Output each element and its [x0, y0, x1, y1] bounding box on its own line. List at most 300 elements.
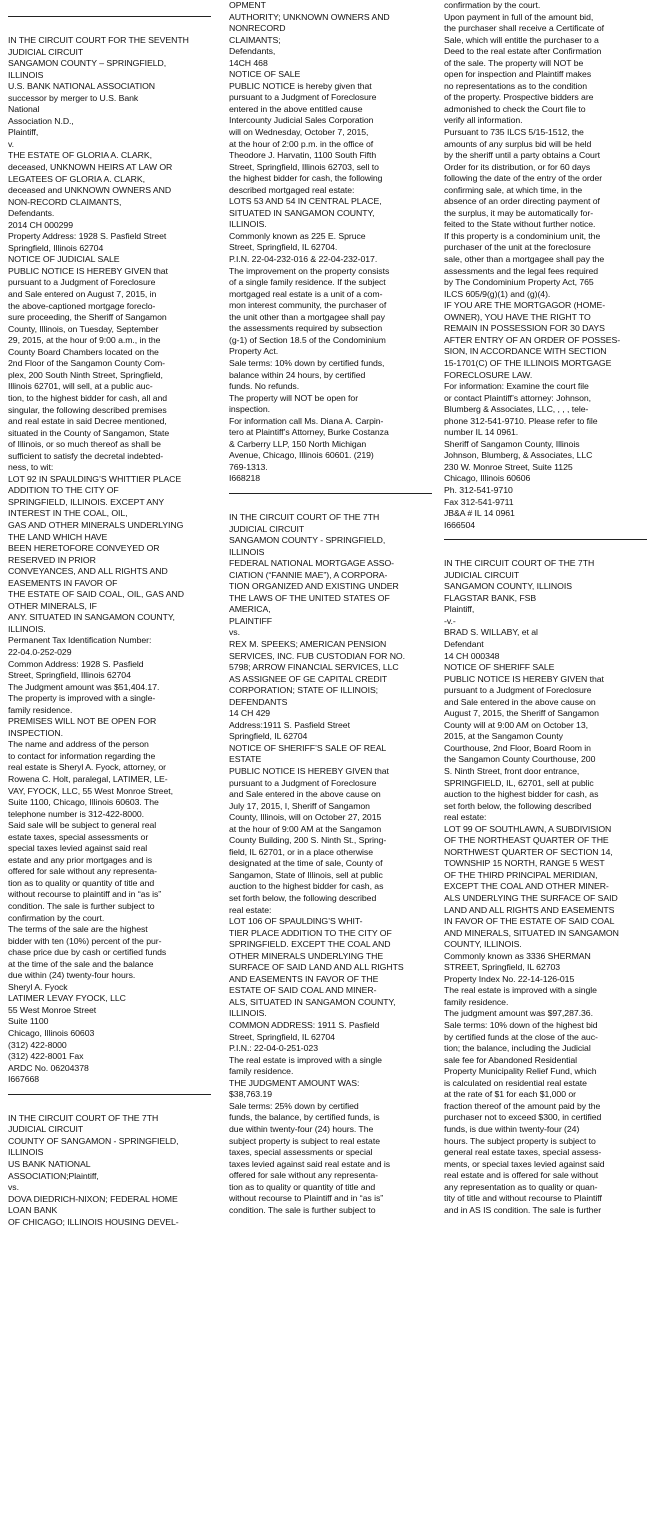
notice-line: singular, the following described premises — [8, 404, 167, 415]
notice-line: Sheriff of Sangamon County, Illinois — [444, 438, 580, 449]
legal-notice — [444, 558, 647, 1216]
notice-line: 230 W. Monroe Street, Suite 1125 — [444, 461, 573, 472]
notice-line: VAY, FYOCK, LLC, 55 West Monroe Street, — [8, 785, 173, 796]
notice-line: Blumberg & Associates, LLC, , , , tele- — [444, 404, 589, 415]
notice-line: Permanent Tax Identification Number: — [8, 635, 152, 646]
notice-line: tion; the balance, including the Judicial — [444, 1043, 591, 1054]
notice-line: condition. The sale is further subject to — [229, 1204, 376, 1215]
notice-line: offered for sale without any representa- — [8, 866, 157, 877]
notice-line: without recourse to Plaintiff and in “as is” — [229, 1193, 384, 1204]
notice-line: EASEMENTS IN FAVOR OF — [8, 577, 118, 588]
column-2 — [229, 0, 432, 1527]
notice-line: ASSOCIATION;Plaintiff, — [8, 1170, 99, 1181]
notice-line: JUDICIAL CIRCUIT — [229, 523, 305, 534]
notice-line: pursuant to a Judgment of Foreclosure — [229, 92, 377, 103]
notice-line: no representations as to the condition — [444, 80, 587, 91]
notice-line: REMAIN IN POSSESSION FOR 30 DAYS — [444, 323, 605, 334]
notice-line: AFTER ENTRY OF AN ORDER OF POSSES- — [444, 334, 621, 345]
notice-line: U.S. BANK NATIONAL ASSOCIATION — [8, 81, 156, 92]
notice-line: (g-1) of Section 18.5 of the Condominium — [229, 334, 386, 345]
notice-line: estate and any prior mortgages and is — [8, 854, 152, 865]
notice-line: any representation as to quality or quan- — [444, 1181, 598, 1192]
notice-line: The property will NOT be open for — [229, 392, 359, 403]
notice-line: Intercounty Judicial Sales Corporation — [229, 115, 374, 126]
notice-line: mortgaged real estate is a unit of a com- — [229, 288, 383, 299]
notice-line: Property Address: 1928 S. Pasfield Street — [8, 231, 167, 242]
notice-line: field, IL 62701, or in a place otherwise — [229, 846, 374, 857]
notice-line: ESTATE OF SAID COAL AND MINER- — [229, 985, 377, 996]
notice-line: Springfield, IL 62704 — [229, 731, 308, 742]
notice-line: auction to the highest bidder for cash, as — [229, 881, 384, 892]
notice-line: funds, the balance, by certified funds, is — [229, 1112, 380, 1123]
notice-line: NONRECORD — [229, 23, 286, 34]
notice-line: Defendant — [444, 638, 484, 649]
notice-line: August 7, 2015, the Sheriff of Sangamon — [444, 708, 599, 719]
notice-line: vs. — [8, 1182, 19, 1193]
notice-line: tity of title and without recourse to Plaintiff — [444, 1193, 602, 1204]
notice-line: and real estate in said Decree mentioned, — [8, 416, 167, 427]
notice-line: PUBLIC NOTICE is hereby given that — [229, 80, 372, 91]
notice-line: THE ESTATE OF GLORIA A. CLARK, — [8, 150, 152, 161]
notice-line: Chicago, Illinois 60603 — [8, 1028, 95, 1039]
notice-line: THE LAND WHICH HAVE — [8, 531, 108, 542]
notice-line: NORTHWEST QUARTER OF SECTION 14, — [444, 846, 613, 857]
notice-line: Pursuant to 735 ILCS 5/15-1512, the — [444, 127, 584, 138]
legal-notice — [229, 512, 432, 1216]
notice-line: 14 CH 000348 — [444, 650, 500, 661]
notice-line: to contact for information regarding the — [8, 750, 156, 761]
notice-line: SANGAMON COUNTY – SPRINGFIELD, — [8, 58, 167, 69]
notice-line: ALS, SITUATED IN SANGAMON COUNTY, — [229, 996, 396, 1007]
notice-line: I666504 — [444, 519, 476, 530]
notice-line: CORPORATION; STATE OF ILLINOIS; — [229, 685, 379, 696]
notice-line: (312) 422-8000 — [8, 1039, 67, 1050]
notice-line: P.I.N. 22-04-232-016 & 22-04-232-017. — [229, 254, 378, 265]
notice-line: plex, 200 South Ninth Street, Springfield, — [8, 369, 163, 380]
notice-line: of Illinois, or so much thereof as shall be — [8, 439, 161, 450]
notice-line: CIATION (“FANNIE MAE”), A CORPORA- — [229, 569, 388, 580]
notice-line: 29, 2015, at the hour of 9:00 a.m., in the — [8, 335, 161, 346]
notice-line: the unit other than a mortgagee shall pay — [229, 311, 385, 322]
notice-line: County, Illinois, on Tuesday, September — [8, 323, 159, 334]
notice-line: OTHER MINERALS UNDERLYING THE — [229, 950, 384, 961]
notice-line: at the rate of $1 for each $1,000 or — [444, 1089, 576, 1100]
notice-line: The judgment amount was $97,287.36. — [444, 1008, 593, 1019]
notice-line: OF THE THIRD PRINCIPAL MERIDIAN, — [444, 869, 598, 880]
notice-line: ILLINOIS. — [229, 219, 267, 230]
notice-line: SPRINGFIELD. EXCEPT THE COAL AND — [229, 939, 391, 950]
notice-line: The real estate is improved with a single — [444, 985, 597, 996]
notice-line: 5798; ARROW FINANCIAL SERVICES, LLC — [229, 662, 399, 673]
notice-line: pursuant to a Judgment of Foreclosure — [8, 277, 156, 288]
notice-line: inspection. — [229, 404, 270, 415]
notice-line: INTEREST IN THE COAL, OIL, — [8, 508, 128, 519]
notice-line: number IL 14 0961. — [444, 427, 519, 438]
notice-line: LAND AND ALL RIGHTS AND EASEMENTS — [444, 904, 615, 915]
notice-line: bidder with ten (10%) percent of the pur- — [8, 935, 162, 946]
notice-divider — [8, 16, 211, 17]
notice-line: LOT 106 OF SPAULDING’S WHIT- — [229, 916, 363, 927]
notice-line: real estate is Sheryl A. Fyock, attorney, or — [8, 762, 166, 773]
notice-line: the purchaser shall receive a Certificate of — [444, 23, 605, 34]
notice-line: OWNER), YOU HAVE THE RIGHT TO — [444, 311, 591, 322]
notice-line: The name and address of the person — [8, 739, 149, 750]
notice-line: Street, Springfield, Illinois 62703, sell to — [229, 161, 379, 172]
notice-line: by certified funds at the close of the auc- — [444, 1031, 598, 1042]
notice-line: JUDICIAL CIRCUIT — [8, 1124, 84, 1135]
notice-line: confirmation by the court. — [444, 0, 541, 10]
notice-line: GAS AND OTHER MINERALS UNDERLYING — [8, 519, 184, 530]
notice-line: due within (24) twenty-four hours. — [8, 970, 136, 981]
column-1 — [8, 0, 211, 1527]
notice-line: due within twenty-four (24) hours. The — [229, 1123, 374, 1134]
notice-line: Commonly known as 3336 SHERMAN — [444, 950, 591, 961]
notice-line: Property Index No. 22-14-126-015 — [444, 973, 575, 984]
notice-line: PLAINTIFF — [229, 615, 272, 626]
notice-line: Street, Springfield, IL 62704. — [229, 242, 338, 253]
notice-line: Defendants, — [229, 46, 276, 57]
notice-line: by The Condominium Property Act, 765 — [444, 277, 594, 288]
notice-line: Upon payment in full of the amount bid, — [444, 11, 594, 22]
notice-line: COUNTY, ILLINOIS. — [444, 939, 522, 950]
notice-line: & Carberry LLP, 150 North Michigan — [229, 438, 367, 449]
notice-line: Plaintiff, — [444, 604, 475, 615]
notice-line: Suite 1100 — [8, 1016, 49, 1027]
notice-line: OPMENT — [229, 0, 266, 10]
notice-line: Theodore J. Harvatin, 1100 South Fifth — [229, 150, 377, 161]
notice-line: ness, to wit: — [8, 462, 54, 473]
notice-line: RESERVED IN PRIOR — [8, 554, 96, 565]
notice-line: successor by merger to U.S. Bank — [8, 92, 139, 103]
notice-line: confirming sale, at which time, in the — [444, 184, 583, 195]
notice-line: verify all information. — [444, 115, 523, 126]
notice-line: NOTICE OF SHERIFF’S SALE OF REAL — [229, 742, 387, 753]
notice-line: PUBLIC NOTICE IS HEREBY GIVEN that — [8, 265, 168, 276]
notice-line: and Sale entered in the above cause on — [229, 789, 381, 800]
notice-line: absence of an order directing payment of — [444, 196, 600, 207]
notice-line: situated in the County of Sangamon, State — [8, 427, 170, 438]
notice-line: real estate: — [444, 812, 487, 823]
notice-line: INSPECTION. — [8, 727, 63, 738]
notice-line: Chicago, Illinois 60606 — [444, 473, 531, 484]
notice-line: 769-1313. — [229, 461, 268, 472]
notice-line: tero at Plaintiff’s Attorney, Burke Costanza — [229, 427, 389, 438]
notice-line: Order for its distribution, or for 60 days — [444, 161, 591, 172]
notice-line: at the time of the sale and the balance — [8, 958, 154, 969]
notice-line: JUDICIAL CIRCUIT — [8, 46, 84, 57]
notice-line: STREET, Springfield, IL 62703 — [444, 962, 561, 973]
notice-line: PUBLIC NOTICE IS HEREBY GIVEN that — [444, 673, 604, 684]
notice-line: Street, Springfield, IL 62704 — [229, 1031, 335, 1042]
notice-line: IF YOU ARE THE MORTGAGOR (HOME- — [444, 300, 606, 311]
notice-line: SPRINGFIELD, IL, 62701, sell at public — [444, 777, 594, 788]
notice-line: funds. No refunds. — [229, 381, 300, 392]
notice-line: LOTS 53 AND 54 IN CENTRAL PLACE, — [229, 196, 382, 207]
notice-divider — [444, 539, 647, 540]
notice-line: EXCEPT THE COAL AND OTHER MINER- — [444, 881, 609, 892]
notice-line: set forth below, the following described — [444, 800, 592, 811]
notice-line: Illinois 62701, will sell, at a public auc- — [8, 381, 153, 392]
notice-line: Courthouse, 2nd Floor, Board Room in — [444, 742, 591, 753]
notice-line: (312) 422-8001 Fax — [8, 1051, 84, 1062]
notice-line: ments, or special taxes levied against said — [444, 1158, 605, 1169]
notice-line: the Sangamon County Courthouse, 200 — [444, 754, 596, 765]
notice-line: estate taxes, special assessments or — [8, 831, 149, 842]
notice-line: deceased and UNKNOWN OWNERS AND — [8, 185, 172, 196]
notice-line: SANGAMON COUNTY, ILLINOIS — [444, 581, 572, 592]
notice-line: SURFACE OF SAID LAND AND ALL RIGHTS — [229, 962, 404, 973]
notice-line: FORECLOSURE LAW. — [444, 369, 533, 380]
notice-line: tion as to quality or quantity of title and — [229, 1181, 376, 1192]
notice-line: -v.- — [444, 615, 456, 626]
notice-line: TION ORGANIZED AND EXISTING UNDER — [229, 581, 399, 592]
notice-line: 2015, at the Sangamon County — [444, 731, 563, 742]
notice-line: ALS UNDERLYING THE SURFACE OF SAID — [444, 893, 618, 904]
notice-line: $38,763.19 — [229, 1089, 272, 1100]
notice-line: condition. The sale is further subject to — [8, 901, 155, 912]
notice-line: real estate: — [229, 904, 272, 915]
notice-line: DOVA DIEDRICH-NIXON; FEDERAL HOME — [8, 1193, 178, 1204]
notice-line: the assessments required by subsection — [229, 323, 383, 334]
notice-line: at the hour of 9:00 AM at the Sangamon — [229, 823, 382, 834]
notice-line: LEGATEES OF GLORIA A. CLARK, — [8, 173, 145, 184]
notice-line: Deed to the real estate after Confirmation — [444, 46, 602, 57]
notice-line: entered in the above entitled cause — [229, 103, 363, 114]
notice-line: balance within 24 hours, by certified — [229, 369, 366, 380]
notice-line: special taxes levied against said real — [8, 843, 148, 854]
notice-line: funds, is due within twenty-four (24) — [444, 1123, 580, 1134]
notice-line: tion, to the highest bidder for cash, all and — [8, 392, 168, 403]
notice-line: FEDERAL NATIONAL MORTGAGE ASSO- — [229, 558, 394, 569]
notice-line: and Sale entered in the above cause on — [444, 696, 596, 707]
notice-line: purchaser of the unit at the foreclosure — [444, 242, 591, 253]
notice-line: The improvement on the property consists — [229, 265, 390, 276]
notice-line: SANGAMON COUNTY - SPRINGFIELD, — [229, 535, 386, 546]
notice-line: AND MINERALS, SITUATED IN SANGAMON — [444, 927, 619, 938]
notice-line: the surplus, it may be automatically for- — [444, 207, 594, 218]
notice-line: mon interest community, the purchaser of — [229, 300, 387, 311]
notice-line: TIER PLACE ADDITION TO THE CITY OF — [229, 927, 392, 938]
notice-line: LOAN BANK — [8, 1205, 58, 1216]
notice-line: family residence. — [444, 996, 509, 1007]
notice-line: TOWNSHIP 15 NORTH, RANGE 5 WEST — [444, 858, 605, 869]
notice-line: OTHER MINERALS, IF — [8, 600, 97, 611]
notice-line: IN FAVOR OF THE ESTATE OF SAID COAL — [444, 916, 615, 927]
notice-line: at the hour of 2:00 p.m. in the office of — [229, 138, 374, 149]
notice-line: purchaser not to exceed $300, in certified — [444, 1112, 602, 1123]
notice-line: real estate and is offered for sale without — [444, 1170, 599, 1181]
legal-notice — [8, 35, 211, 1086]
notice-line: US BANK NATIONAL — [8, 1158, 91, 1169]
notice-line: ANY. SITUATED IN SANGAMON COUNTY, — [8, 612, 175, 623]
notice-line: or contact Plaintiff’s attorney: Johnson, — [444, 392, 592, 403]
notice-line: pursuant to a Judgment of Foreclosure — [444, 685, 592, 696]
notice-line: NOTICE OF JUDICIAL SALE — [8, 254, 120, 265]
notice-line: of the property. Prospective bidders are — [444, 92, 594, 103]
notice-line: sale fee for Abandoned Residential — [444, 1054, 578, 1065]
notice-line: ILLINOIS — [8, 1147, 44, 1158]
legal-notice — [229, 0, 432, 485]
notice-line: taxes levied against said real estate and is — [229, 1158, 391, 1169]
notice-line: FLAGSTAR BANK, FSB — [444, 592, 537, 603]
notice-line: Common Address: 1928 S. Pasfield — [8, 658, 144, 669]
notice-line: 55 West Monroe Street — [8, 1004, 97, 1015]
notice-line: S. Ninth Street, front door entrance, — [444, 766, 580, 776]
notice-line: Suite 1100, Chicago, Illinois 60603. The — [8, 797, 159, 808]
notice-line: Sale, which will entitle the purchaser to a — [444, 34, 599, 45]
notice-line: Property Act. — [229, 346, 279, 357]
notice-line: BEEN HERETOFORE CONVEYED OR — [8, 543, 160, 554]
notice-line: 15-1701(C) OF THE ILLINOIS MORTGAGE — [444, 357, 612, 368]
notice-line: 14CH 468 — [229, 57, 268, 68]
notice-line: ILLINOIS — [8, 69, 44, 80]
notice-line: AUTHORITY; UNKNOWN OWNERS AND — [229, 11, 390, 22]
notice-line: AS ASSIGNEE OF GE CAPITAL CREDIT — [229, 673, 388, 684]
notice-line: For information call Ms. Diana A. Carpin- — [229, 415, 384, 426]
notice-line: SITUATED IN SANGAMON COUNTY, — [229, 207, 375, 218]
notice-line: Sale terms: 25% down by certified — [229, 1100, 359, 1111]
notice-line: LOT 99 OF SOUTHLAWN, A SUBDIVISION — [444, 823, 612, 834]
notice-line: assessments and the legal fees required — [444, 265, 599, 276]
notice-line: 2nd Floor of the Sangamon County Com- — [8, 358, 166, 369]
notice-line: IN THE CIRCUIT COURT FOR THE SEVENTH — [8, 35, 189, 45]
notice-line: without recourse to plaintiff and in “as is” — [8, 889, 162, 900]
notice-line: Said sale will be subject to general real — [8, 820, 157, 831]
notice-line: The real estate is improved with a single — [229, 1054, 382, 1065]
notice-line: Address:1911 S. Pasfield Street — [229, 719, 350, 730]
notice-line: NOTICE OF SHERIFF SALE — [444, 662, 555, 673]
notice-line: telephone number is 312-422-8000. — [8, 808, 145, 819]
notice-line: THE JUDGMENT AMOUNT WAS: — [229, 1077, 360, 1088]
notice-line: Street, Springfield, Illinois 62704 — [8, 670, 131, 681]
notice-line: National — [8, 104, 40, 115]
notice-line: SION, IN ACCORDANCE WITH SECTION — [444, 346, 607, 357]
notice-line: COMMON ADDRESS: 1911 S. Pasfield — [229, 1020, 380, 1031]
notice-line: The Judgment amount was $51,404.17. — [8, 681, 160, 692]
notice-line: open for inspection and Plaintiff makes — [444, 69, 592, 80]
notice-line: Sale terms: 10% down by certified funds, — [229, 357, 385, 368]
notice-line: Rowena C. Holt, paralegal, LATIMER, LE- — [8, 774, 168, 784]
notice-line: NOTICE OF SALE — [229, 69, 301, 80]
notice-line: I667668 — [8, 1074, 40, 1085]
notice-line: The property is improved with a single- — [8, 693, 156, 704]
notice-line: IN THE CIRCUIT COURT OF THE 7TH — [8, 1112, 159, 1123]
notice-line: set forth below, the following described — [229, 893, 377, 904]
legal-notice — [8, 1113, 211, 1228]
notice-line: SERVICES, INC. FUB CUSTODIAN FOR NO. — [229, 650, 405, 661]
notice-line: following the date of the entry of the order — [444, 173, 603, 184]
notice-line: Defendants. — [8, 208, 55, 219]
notice-line: fraction thereof of the amount paid by the — [444, 1100, 601, 1111]
notice-line: County will at 9:00 AM on October 13, — [444, 719, 588, 730]
notice-line: PUBLIC NOTICE IS HEREBY GIVEN that — [229, 766, 389, 776]
notice-line: CONVEYANCES, AND ALL RIGHTS AND — [8, 566, 168, 577]
notice-line: pursuant to a Judgment of Foreclosure — [229, 777, 377, 788]
notice-line: July 17, 2015, I, Sheriff of Sangamon — [229, 800, 370, 811]
notice-line: NON-RECORD CLAIMANTS, — [8, 196, 122, 207]
notice-line: Commonly known as 225 E. Spruce — [229, 230, 366, 241]
notice-line: JUDICIAL CIRCUIT — [444, 569, 520, 580]
notice-line: IN THE CIRCUIT COURT OF THE 7TH — [444, 558, 595, 569]
notice-line: tion as to quality or quantity of title and — [8, 877, 155, 888]
notice-line: Johnson, Blumberg, & Associates, LLC — [444, 450, 593, 461]
notice-line: OF THE NORTHEAST QUARTER OF THE — [444, 835, 609, 846]
notice-line: Sangamon, State of Illinois, sell at public — [229, 869, 383, 880]
notice-line: subject property is subject to real estate — [229, 1135, 380, 1146]
notice-line: Property Municipality Relief Fund, which — [444, 1066, 597, 1077]
notice-line: REX M. SPEEKS; AMERICAN PENSION — [229, 638, 387, 649]
notice-line: DEFENDANTS — [229, 696, 288, 707]
notice-line: LOT 92 IN SPAULDING’S WHITTIER PLACE — [8, 473, 182, 484]
notice-divider — [8, 1094, 211, 1095]
notice-line: general real estate taxes, special assess- — [444, 1147, 602, 1158]
notice-line: ADDITION TO THE CITY OF — [8, 485, 119, 496]
notice-line: 2014 CH 000299 — [8, 219, 73, 230]
notice-line: of the sale. The property will NOT be — [444, 57, 584, 68]
notice-line: described mortgaged real estate: — [229, 184, 355, 195]
notice-line: of a single family residence. If the subject — [229, 277, 386, 288]
notice-line: is calculated on residential real estate — [444, 1077, 587, 1088]
notice-line: County, Illinois, will on October 27, 2015 — [229, 812, 382, 823]
notice-line: THE LAWS OF THE UNITED STATES OF — [229, 592, 390, 603]
notice-line: 14 CH 429 — [229, 708, 271, 719]
notice-line: SPRINGFIELD, ILLINOIS. EXCEPT ANY — [8, 496, 165, 507]
notice-line: OF CHICAGO; ILLINOIS HOUSING DEVEL- — [8, 1216, 179, 1227]
notice-line: family residence. — [229, 1066, 294, 1077]
notice-line: AND EASEMENTS IN FAVOR OF THE — [229, 973, 379, 984]
notice-line: IN THE CIRCUIT COURT OF THE 7TH — [229, 511, 380, 522]
notice-line: ILLINOIS. — [229, 1008, 267, 1019]
notice-line: admonished to check the Court file to — [444, 103, 586, 114]
notice-line: sufficient to satisfy the decretal indebted- — [8, 450, 164, 461]
notice-line: THE ESTATE OF SAID COAL, OIL, GAS AND — [8, 589, 184, 600]
notice-line: v. — [8, 138, 15, 149]
notice-line: LATIMER LEVAY FYOCK, LLC — [8, 993, 126, 1004]
notice-line: sure proceeding, the Sheriff of Sangamon — [8, 312, 167, 323]
notice-line: 22-04.0-252-029 — [8, 646, 72, 657]
notice-line: offered for sale without any representa- — [229, 1170, 378, 1181]
notice-line: will on Wednesday, October 7, 2015, — [229, 127, 369, 138]
notice-line: Avenue, Chicago, Illinois 60601. (219) — [229, 450, 374, 461]
notice-line: confirmation by the court. — [8, 912, 105, 923]
notice-line: Sheryl A. Fyock — [8, 981, 68, 992]
notice-line: Fax 312-541-9711 — [444, 496, 514, 507]
notice-line: and in AS IS condition. The sale is further — [444, 1204, 602, 1215]
notice-line: COUNTY OF SANGAMON - SPRINGFIELD, — [8, 1135, 179, 1146]
notice-line: The terms of the sale are the highest — [8, 924, 148, 935]
notice-line: ILLINOIS. — [8, 623, 46, 634]
notice-line: phone 312-541-9710. Please refer to file — [444, 415, 598, 426]
notice-line: designated at the time of sale, County of — [229, 858, 383, 869]
notice-line: chase price due by cash or certified funds — [8, 947, 167, 958]
notice-line: P.I.N.: 22-04-0-251-023 — [229, 1043, 318, 1054]
notice-line: If this property is a condominium unit, the — [444, 230, 601, 241]
notice-line: Plaintiff, — [8, 127, 39, 138]
notice-line: family residence. — [8, 704, 73, 715]
notice-line: ESTATE — [229, 754, 262, 765]
notice-line: Sale terms: 10% down of the highest bid — [444, 1020, 598, 1031]
notice-line: JB&A # IL 14 0961 — [444, 508, 515, 519]
legal-notice — [444, 0, 647, 531]
notice-line: I668218 — [229, 473, 261, 484]
notice-line: ILLINOIS — [229, 546, 265, 557]
notice-line: deceased, UNKNOWN HEIRS AT LAW OR — [8, 162, 173, 173]
notice-line: and Sale entered on August 7, 2015, in — [8, 289, 157, 300]
notice-line: Association N.D., — [8, 115, 74, 126]
notice-line: feited to the State without further notice. — [444, 219, 596, 230]
notice-line: ILCS 605/9(g)(1) and (g)(4). — [444, 288, 551, 299]
notice-divider — [229, 493, 432, 494]
